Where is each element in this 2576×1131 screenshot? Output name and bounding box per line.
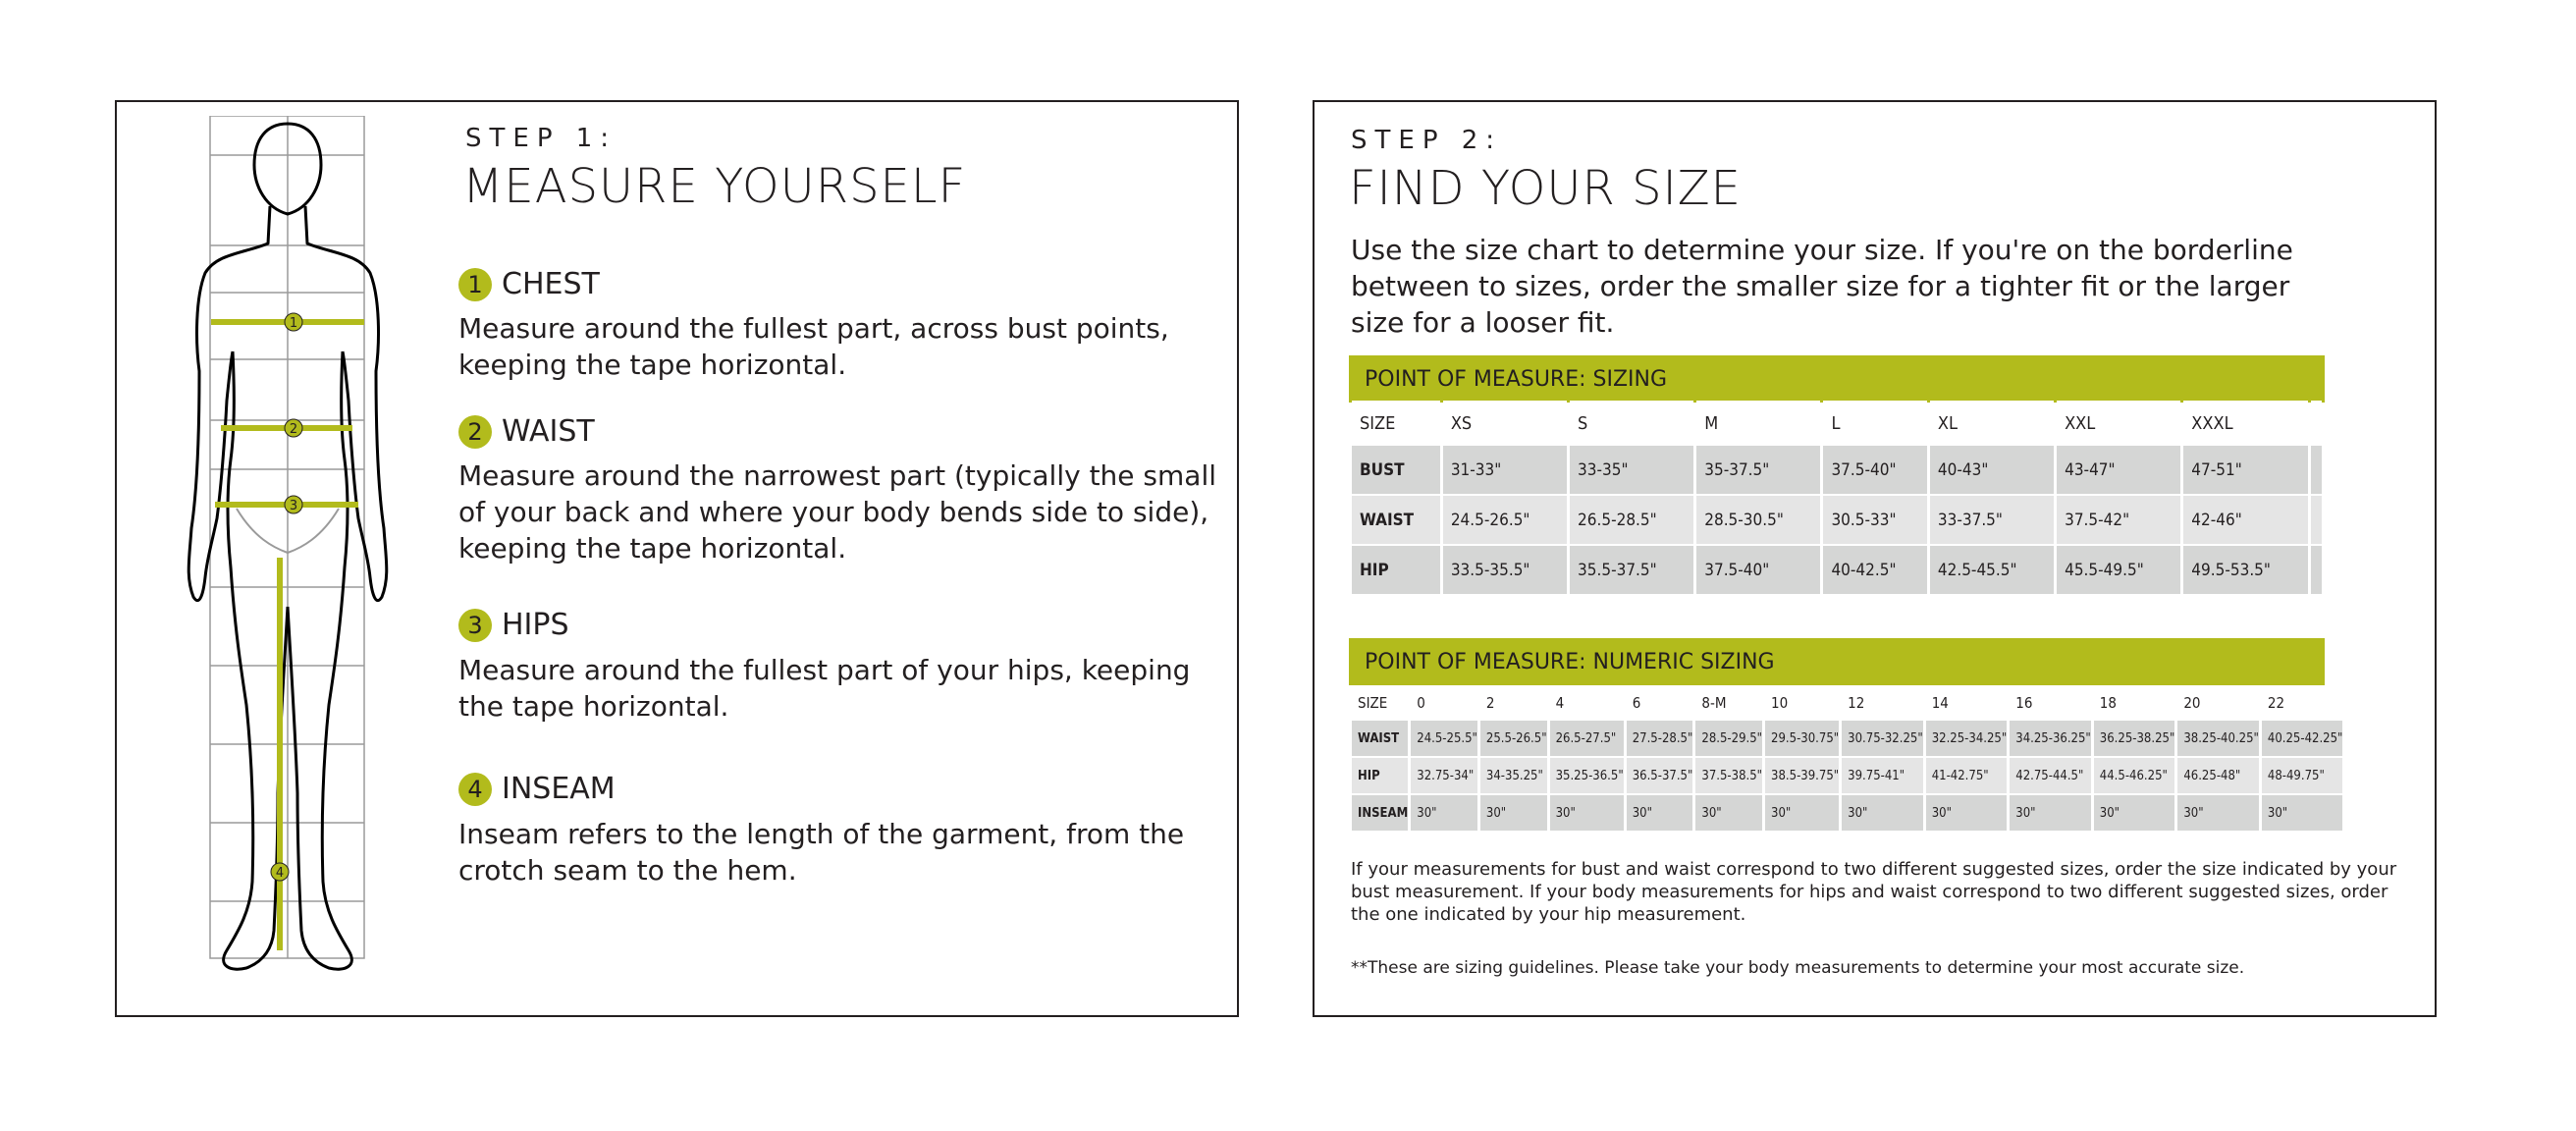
sizing-table [1349,401,2325,596]
table-header-cell: XXXL [2183,401,2307,446]
table-cell: 42.5-45.5" [1930,546,2054,596]
table-cell: 49.5-53.5" [2183,546,2307,596]
table-cell: 32.25-34.25" [1926,721,2008,758]
measurement-inseam-heading [458,772,616,806]
table-header-cell: 10 [1765,685,1839,721]
table-cell: 35-37.5" [1696,446,1820,496]
table-header-cell: 6 [1627,685,1693,721]
table-header-row [1352,685,2342,721]
table-cell: 44.5-46.25" [2094,758,2175,795]
table-cell: 37.5-40" [1696,546,1820,596]
table-cell: 26.5-27.5" [1550,721,1624,758]
size-intro-text: Use the size chart to determine your size. If you're on the borderline between to sizes, order the smaller size for a tighter fit or the larger size for a looser fit. [1351,234,2293,339]
table-cell: 26.5-28.5" [1570,496,1693,546]
measure-yourself-panel [115,100,1239,1017]
table-cell: 24.5-26.5" [1443,496,1567,546]
table-spacer-cell [2311,401,2323,446]
table-cell: 30" [2010,795,2091,833]
measurement-name: CHEST [502,267,600,301]
measurement-name: WAIST [502,414,595,449]
table-cell: 33.5-35.5" [1443,546,1567,596]
number-badge: 4 [458,773,492,806]
table-cell: 46.25-48" [2177,758,2259,795]
numeric-sizing-band: POINT OF MEASURE: NUMERIC SIZING [1349,638,2325,685]
table-row [1352,546,2322,596]
figure-grid [210,116,364,958]
measurement-chest-description: Measure around the fullest part, across bust points, keeping the tape horizontal. [458,312,1169,381]
size-selection-note: If your measurements for bust and waist correspond to two different suggested sizes, order the size indicated by your bust measurement. If your body measurements for hips and waist correspond to two different suggested sizes, order the one indicated by your hip measurement. [1351,859,2397,925]
table-cell: 33-35" [1570,446,1693,496]
table-header-cell: SIZE [1352,685,1408,721]
measurement-chest-heading [458,267,600,301]
table-cell: 30" [1411,795,1477,833]
body-measurement-figure [156,116,480,1007]
table-header-cell: 8-M [1695,685,1762,721]
row-label: INSEAM [1352,795,1408,833]
table-row [1352,721,2342,758]
table-cell: 30.75-32.25" [1842,721,1923,758]
table-header-cell: XL [1930,401,2054,446]
table-header-cell: 12 [1842,685,1923,721]
table-cell: 48-49.75" [2262,758,2343,795]
table-cell: 28.5-30.5" [1696,496,1820,546]
table-spacer-cell [2311,446,2323,496]
row-label: WAIST [1352,496,1440,546]
measurement-name: HIPS [502,608,569,642]
table-header-cell: 0 [1411,685,1477,721]
table-cell: 41-42.75" [1926,758,2008,795]
number-badge: 1 [458,268,492,301]
table-cell: 27.5-28.5" [1627,721,1693,758]
table-cell: 30" [2262,795,2343,833]
table-header-cell: L [1823,401,1926,446]
measurement-hips-heading [458,608,569,642]
table-cell: 35.25-36.5" [1550,758,1624,795]
marker-label: 2 [289,422,298,437]
number-badge: 3 [458,609,492,642]
table-cell: 25.5-26.5" [1480,721,1547,758]
table-cell: 30" [2094,795,2175,833]
table-header-cell: XXL [2057,401,2180,446]
table-cell: 37.5-40" [1823,446,1926,496]
table-cell: 30" [1765,795,1839,833]
table-cell: 30" [1627,795,1693,833]
step-1-label: STEP 1: [465,124,617,153]
table-row [1352,496,2322,546]
table-cell: 42.75-44.5" [2010,758,2091,795]
table-cell: 35.5-37.5" [1570,546,1693,596]
table-cell: 40.25-42.25" [2262,721,2343,758]
sizing-band: POINT OF MEASURE: SIZING [1349,355,2325,403]
number-badge: 2 [458,415,492,449]
table-header-cell: SIZE [1352,401,1440,446]
row-label: BUST [1352,446,1440,496]
table-header-cell: 2 [1480,685,1547,721]
table-cell: 28.5-29.5" [1695,721,1762,758]
table-cell: 30.5-33" [1823,496,1926,546]
table-cell: 30" [1842,795,1923,833]
table-cell: 30" [1550,795,1624,833]
table-cell: 34-35.25" [1480,758,1547,795]
table-cell: 40-43" [1930,446,2054,496]
measurement-waist-heading [458,414,595,449]
table-cell: 40-42.5" [1823,546,1926,596]
step-2-title: FIND YOUR SIZE [1349,161,1742,216]
table-cell: 37.5-42" [2057,496,2180,546]
table-cell: 39.75-41" [1842,758,1923,795]
marker-label: 3 [289,499,298,513]
table-cell: 38.25-40.25" [2177,721,2259,758]
table-cell: 42-46" [2183,496,2307,546]
table-header-cell: M [1696,401,1820,446]
table-cell: 31-33" [1443,446,1567,496]
table-header-cell: S [1570,401,1693,446]
table-row [1352,795,2342,833]
table-cell: 30" [2177,795,2259,833]
table-header-cell: 20 [2177,685,2259,721]
measurement-inseam-description: Inseam refers to the length of the garment, from the crotch seam to the hem. [458,818,1185,887]
table-cell: 32.75-34" [1411,758,1477,795]
row-label: WAIST [1352,721,1408,758]
table-cell: 33-37.5" [1930,496,2054,546]
find-your-size-panel [1313,100,2437,1017]
measurement-hips-description: Measure around the fullest part of your hips, keeping the tape horizontal. [458,654,1191,723]
table-cell: 45.5-49.5" [2057,546,2180,596]
sizing-disclaimer: **These are sizing guidelines. Please take your body measurements to determine your most accurate size. [1351,958,2245,978]
row-label: HIP [1352,758,1408,795]
marker-label: 1 [289,316,298,331]
table-cell: 37.5-38.5" [1695,758,1762,795]
marker-label: 4 [275,866,285,881]
table-spacer-cell [2311,496,2323,546]
table-cell: 43-47" [2057,446,2180,496]
table-header-cell: 14 [1926,685,2008,721]
table-cell: 36.25-38.25" [2094,721,2175,758]
table-cell: 30" [1926,795,2008,833]
table-cell: 47-51" [2183,446,2307,496]
table-header-cell: 22 [2262,685,2343,721]
table-cell: 38.5-39.75" [1765,758,1839,795]
table-cell: 36.5-37.5" [1627,758,1693,795]
table-row [1352,446,2322,496]
table-header-row [1352,401,2322,446]
table-header-cell: 16 [2010,685,2091,721]
table-row [1352,758,2342,795]
row-label: HIP [1352,546,1440,596]
table-spacer-cell [2311,546,2323,596]
measurement-name: INSEAM [502,772,616,806]
step-2-label: STEP 2: [1351,126,1503,155]
table-cell: 24.5-25.5" [1411,721,1477,758]
table-cell: 30" [1480,795,1547,833]
numeric-sizing-table [1349,685,2345,833]
step-1-title: MEASURE YOURSELF [462,159,967,214]
table-cell: 30" [1695,795,1762,833]
table-header-cell: XS [1443,401,1567,446]
table-header-cell: 18 [2094,685,2175,721]
table-cell: 29.5-30.75" [1765,721,1839,758]
measurement-waist-description: Measure around the narrowest part (typically the small of your back and where your body bends side to side), keeping the tape horizontal. [458,459,1217,565]
table-cell: 34.25-36.25" [2010,721,2091,758]
table-header-cell: 4 [1550,685,1624,721]
